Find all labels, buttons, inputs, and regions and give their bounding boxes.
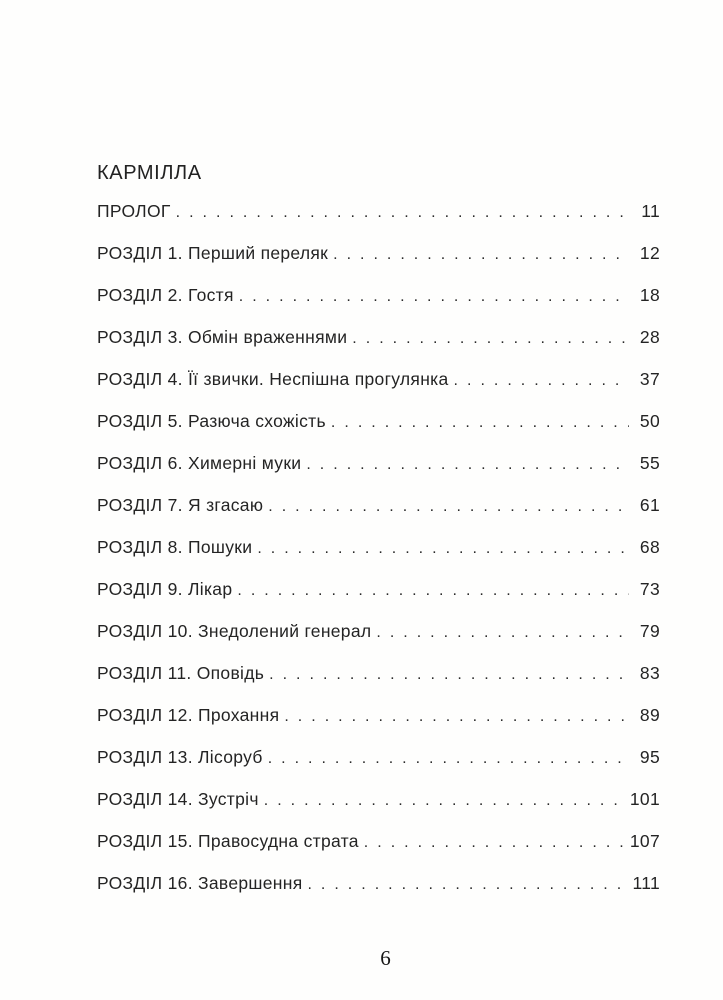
toc-leader-dots bbox=[239, 285, 629, 309]
toc-leader-dots bbox=[333, 243, 629, 267]
toc-entry-page: 111 bbox=[632, 873, 660, 893]
toc-leader-dots bbox=[307, 873, 625, 897]
toc-entry-label: РОЗДІЛ 10. Знедолений генерал bbox=[97, 621, 372, 641]
toc-row bbox=[97, 661, 660, 703]
toc-entry-page: 55 bbox=[639, 453, 660, 473]
toc-row bbox=[97, 829, 660, 871]
toc-row bbox=[97, 283, 660, 325]
toc-entry-label: РОЗДІЛ 8. Пошуки bbox=[97, 537, 253, 557]
toc-entry-label: РОЗДІЛ 14. Зустріч bbox=[97, 789, 259, 809]
toc-entry-label: РОЗДІЛ 13. Лісоруб bbox=[97, 747, 263, 767]
toc-row bbox=[97, 409, 660, 451]
page-number: 6 bbox=[380, 946, 391, 970]
toc-entry-page: 37 bbox=[639, 369, 660, 389]
toc-leader-dots bbox=[268, 495, 629, 519]
toc-row bbox=[97, 577, 660, 619]
toc-entry-label: РОЗДІЛ 2. Гостя bbox=[97, 285, 234, 305]
toc-entry-label: РОЗДІЛ 3. Обмін враженнями bbox=[97, 327, 348, 347]
toc-entry-label: РОЗДІЛ 15. Правосудна страта bbox=[97, 831, 359, 851]
toc-leader-dots bbox=[364, 831, 623, 855]
toc-row bbox=[97, 241, 660, 283]
toc-entry-label: РОЗДІЛ 9. Лікар bbox=[97, 579, 233, 599]
toc-leader-dots bbox=[237, 579, 629, 603]
toc-entry-label: РОЗДІЛ 1. Перший переляк bbox=[97, 243, 329, 263]
toc-entry-page: 79 bbox=[639, 621, 660, 641]
toc-entry-label: РОЗДІЛ 11. Оповідь bbox=[97, 663, 265, 683]
toc-row bbox=[97, 493, 660, 535]
toc-entry-label: РОЗДІЛ 5. Разюча схожість bbox=[97, 411, 326, 431]
toc-row bbox=[97, 787, 660, 829]
toc-row bbox=[97, 619, 660, 661]
toc-row bbox=[97, 871, 660, 913]
toc-entry-label: РОЗДІЛ 4. Її звички. Неспішна прогулянка bbox=[97, 369, 449, 389]
toc-entry-label: РОЗДІЛ 12. Прохання bbox=[97, 705, 280, 725]
toc-leader-dots bbox=[269, 663, 629, 687]
toc-entry-label: РОЗДІЛ 6. Химерні муки bbox=[97, 453, 302, 473]
toc-entry-label: РОЗДІЛ 16. Завершення bbox=[97, 873, 303, 893]
toc-leader-dots bbox=[331, 411, 629, 435]
toc-leader-dots bbox=[376, 621, 629, 645]
toc-entry-page: 89 bbox=[639, 705, 660, 725]
toc-entry-page: 83 bbox=[639, 663, 660, 683]
toc-leader-dots bbox=[257, 537, 629, 561]
toc-leader-dots bbox=[352, 327, 629, 351]
toc-row bbox=[97, 535, 660, 577]
toc-entry-page: 95 bbox=[639, 747, 660, 767]
toc-entry-page: 68 bbox=[639, 537, 660, 557]
toc-entry-page: 107 bbox=[629, 831, 660, 851]
toc-entry-label: РОЗДІЛ 7. Я згасаю bbox=[97, 495, 264, 515]
book-section-title: КАРМІЛЛА bbox=[97, 162, 202, 184]
toc-row bbox=[97, 199, 660, 241]
toc-entry-page: 28 bbox=[639, 327, 660, 347]
toc-list bbox=[97, 199, 660, 913]
toc-entry-label: ПРОЛОГ bbox=[97, 201, 171, 221]
toc-row bbox=[97, 745, 660, 787]
toc-leader-dots bbox=[454, 369, 629, 393]
toc-entry-page: 73 bbox=[639, 579, 660, 599]
toc-entry-page: 61 bbox=[639, 495, 660, 515]
toc-leader-dots bbox=[264, 789, 623, 813]
toc-leader-dots bbox=[284, 705, 629, 729]
toc-row bbox=[97, 367, 660, 409]
toc-row bbox=[97, 325, 660, 367]
toc-entry-page: 12 bbox=[639, 243, 660, 263]
toc-entry-page: 50 bbox=[639, 411, 660, 431]
toc-leader-dots bbox=[268, 747, 629, 771]
toc-entry-page: 18 bbox=[639, 285, 660, 305]
toc-leader-dots bbox=[306, 453, 629, 477]
toc-row bbox=[97, 703, 660, 745]
toc-leader-dots bbox=[176, 201, 629, 225]
toc-entry-page: 101 bbox=[629, 789, 660, 809]
toc-content bbox=[97, 161, 660, 913]
toc-entry-page: 11 bbox=[641, 201, 660, 221]
toc-row bbox=[97, 451, 660, 493]
